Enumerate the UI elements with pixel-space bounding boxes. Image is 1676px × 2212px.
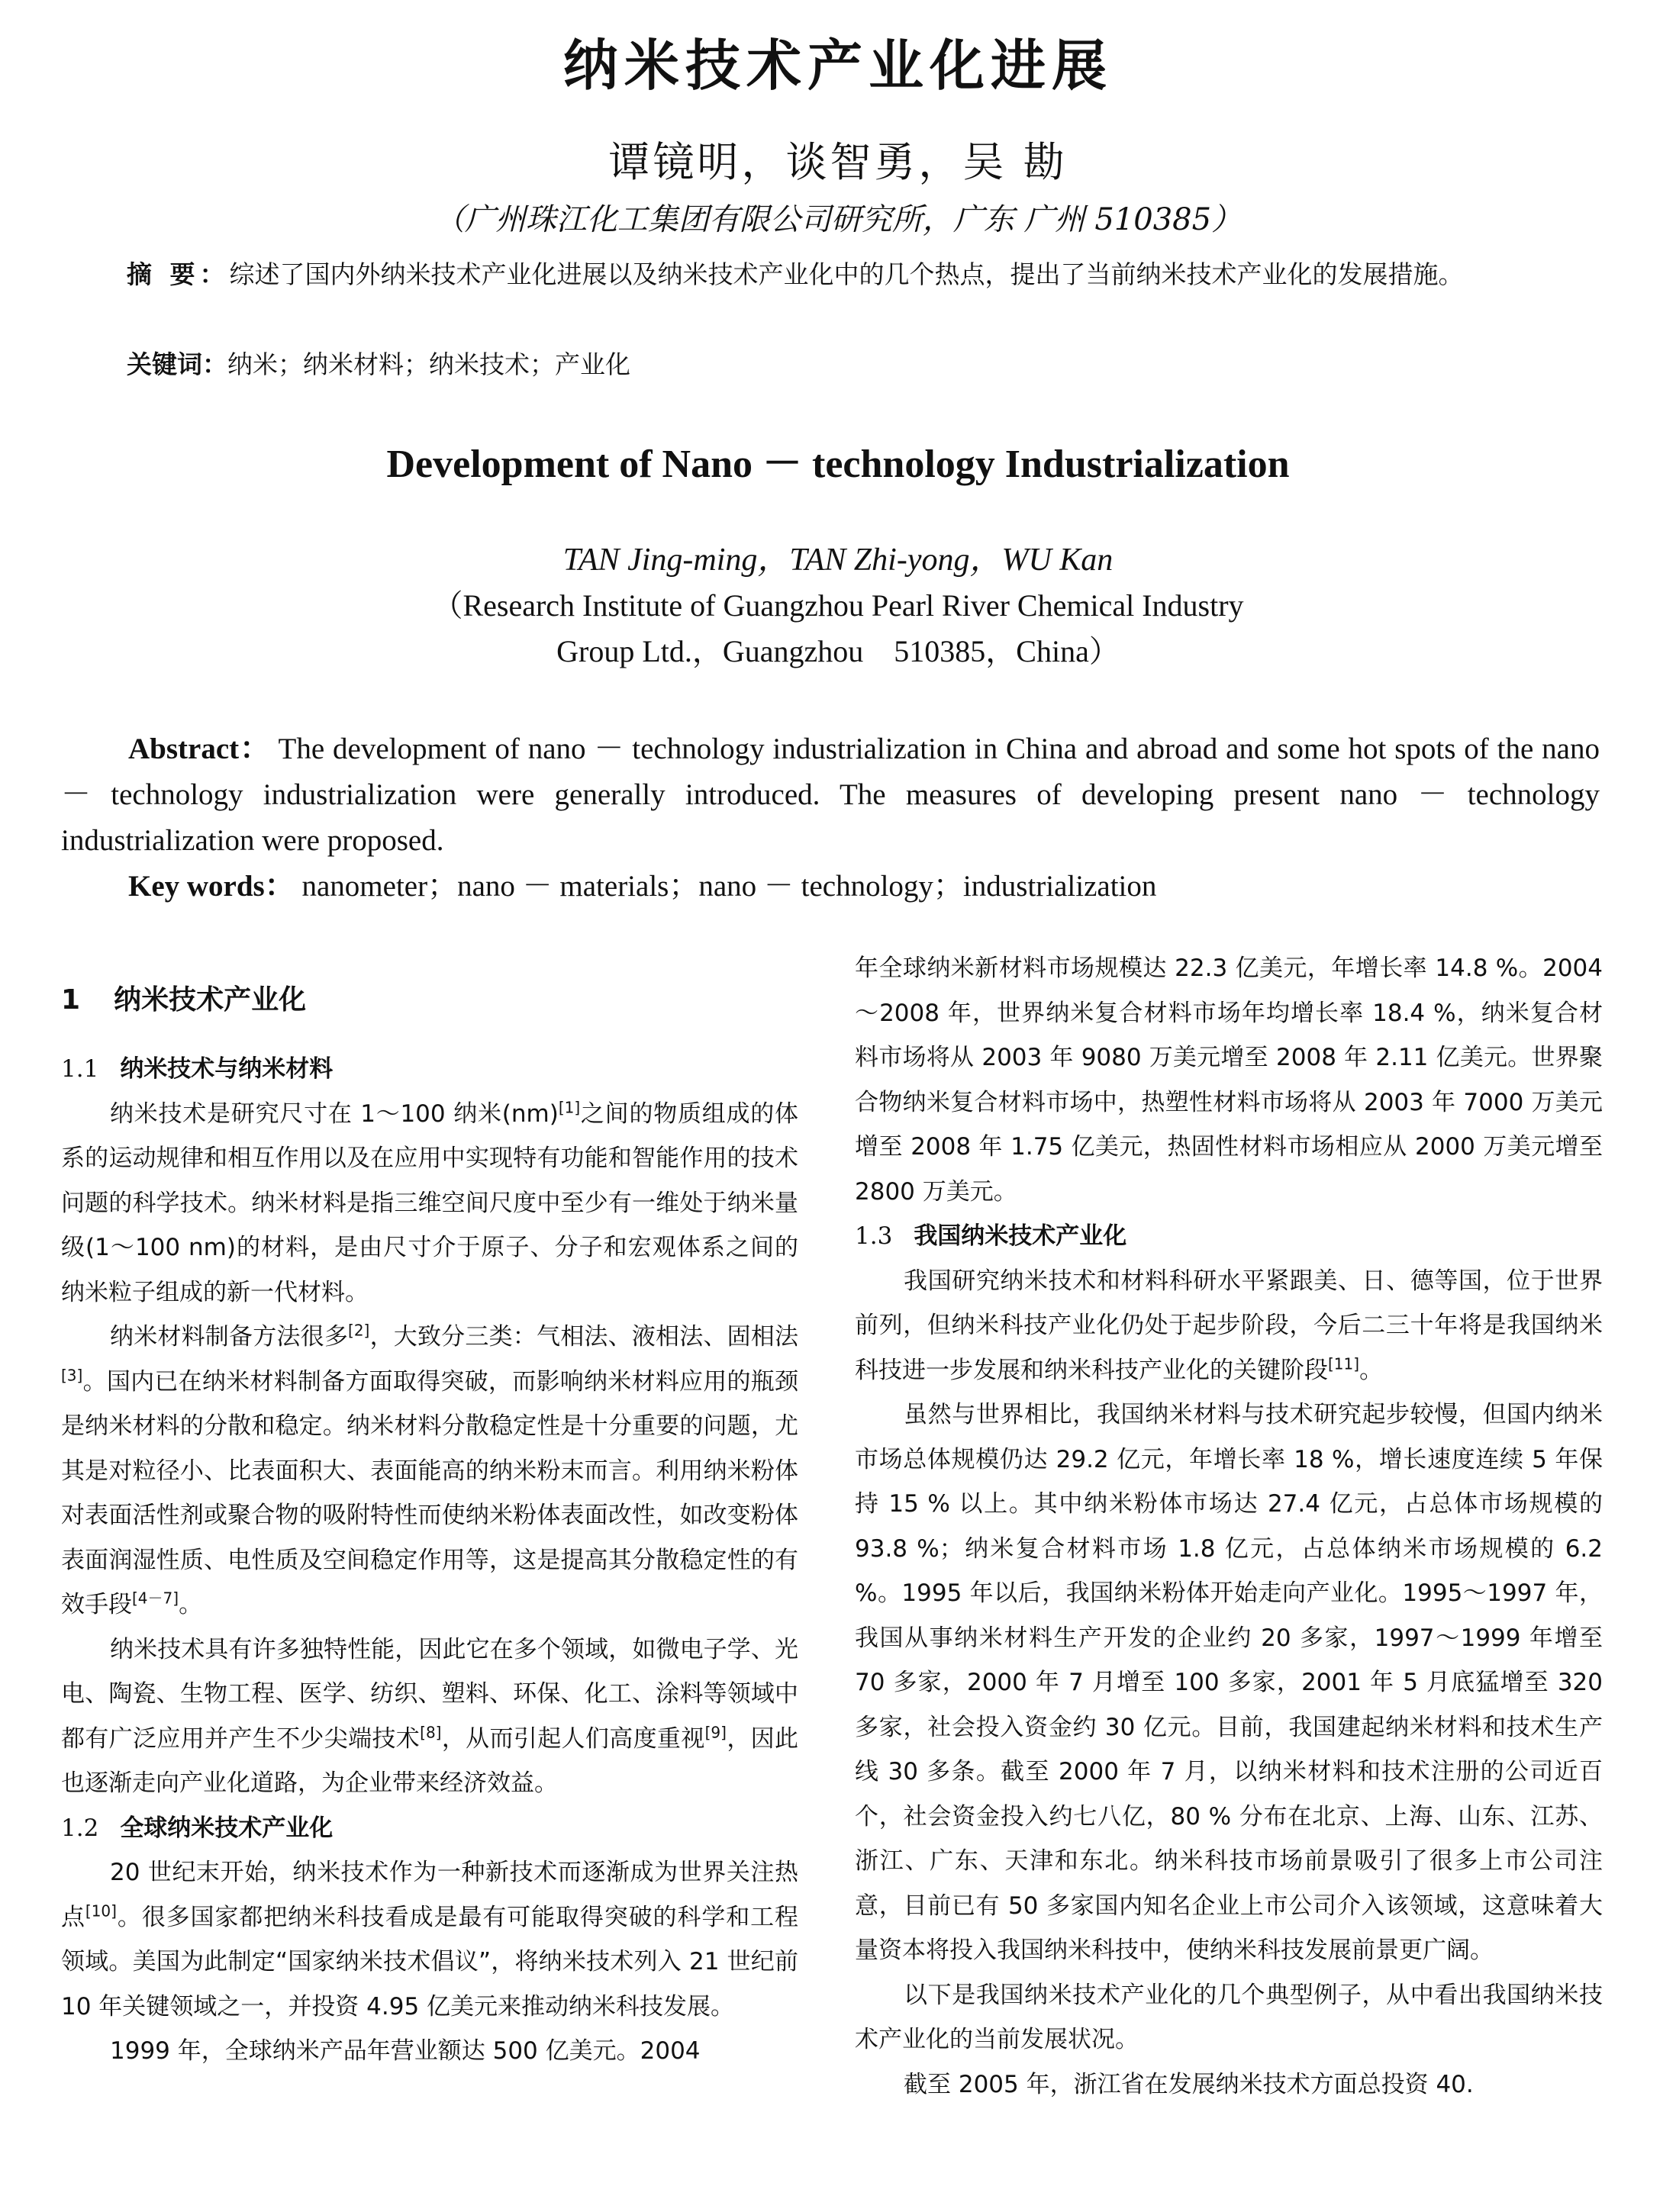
section-1-2-number: 1.2 (61, 1814, 99, 1842)
keywords-en-text: nanometer；nano － materials；nano － technology；industrialization (301, 870, 1157, 903)
paragraph: 我国研究纳米技术和材料科研水平紧跟美、日、德等国，位于世界前列，但纳米科技产业化仍处于起步阶段，今后二三十年将是我国纳米科技进一步发展和纳米科技产业化的关键阶段[11]。 (855, 1267, 1603, 1384)
keywords-cn (127, 342, 1600, 388)
paragraph: 截至 2005 年，浙江省在发展纳米技术方面总投资 40. (904, 2070, 1474, 2098)
paragraph: 纳米技术具有许多独特性能，因此它在多个领域，如微电子学、光电、陶瓷、生物工程、医学、纺织、塑料、环保、化工、涂料等领域中都有广泛应用并产生不少尖端技术[8]，从而引起人们高度重视[9]，因此也逐渐走向产业化道路，为企业带来经济效益。 (61, 1635, 798, 1797)
citation: [3] (61, 1366, 83, 1385)
section-1-1-heading (61, 1047, 798, 1092)
section-1-heading (61, 978, 798, 1022)
paragraph: 1999 年，全球纳米产品年营业额达 500 亿美元。2004 (110, 2037, 701, 2065)
authors: 谭镜明，谈智勇，吴 勘 (608, 138, 1068, 186)
section-1-2-title: 全球纳米技术产业化 (120, 1814, 334, 1842)
paragraph: 虽然与世界相比，我国纳米材料与技术研究起步较慢，但国内纳米市场总体规模仍达 29.2 亿元，年增长率 18 %，增长速度连续 5 年保持 15 % 以上。其中纳米粉体市场达 27.4 亿元，占总体市场规模的 93.8 %；纳米复合材料市场 1.8 亿元，占总体纳米市场规模的 6.2 %。1995 年以后，我国纳米粉体开始走向产业化。1995～1997 年，我国从事纳米材料生产开发的企业约 20 多家，1997～1999 年增至 70 多家，2000 年 7 月增至 100 多家，2001 年 5 月底猛增至 320 多家，社会投入资金约 30 亿元。目前，我国建起纳米材料和技术生产线 30 多条。截至 2000 年 7 月，以纳米材料和技术注册的公司近百个，社会资金投入约七八亿，80 % 分布在北京、上海、山东、江苏、浙江、广东、天津和东北。纳米科技市场前景吸引了很多上市公司注意，目前已有 50 多家国内知名企业上市公司介入该领域，这意味着大量资本将投入我国纳米科技中，使纳米科技发展前景更广阔。 (855, 1401, 1603, 1964)
keywords-cn-label: 关键词： (127, 349, 227, 379)
body-left-column (61, 946, 798, 2074)
english-title: Development of Nano － technology Industrialization (386, 443, 1290, 486)
section-1-3-heading (855, 1214, 1603, 1259)
citation: [10] (85, 1901, 117, 1921)
section-1-1-title: 纳米技术与纳米材料 (120, 1055, 334, 1083)
section-1-3-title: 我国纳米技术产业化 (914, 1222, 1127, 1250)
abstract-cn (66, 252, 1600, 298)
paper-title: 纳米技术产业化进展 (562, 34, 1113, 98)
section-1-number: 1 (61, 984, 81, 1016)
keywords-en-label: Key words： (128, 870, 295, 903)
citation: [1] (558, 1098, 581, 1117)
citation: [4－7] (132, 1589, 179, 1608)
abstract-en (61, 726, 1600, 864)
paragraph: 纳米技术是研究尺寸在 1～100 纳米(nm)[1]之间的物质组成的体系的运动规律和相互作用以及在应用中实现特有功能和智能作用的技术问题的科学技术。纳米材料是指三维空间尺度中至少有一维处于纳米量级(1～100 nm)的材料，是由尺寸介于原子、分子和宏观体系之间的纳米粒子组成的新一代材料。 (61, 1098, 799, 1306)
paragraph: 20 世纪末开始，纳米技术作为一种新技术而逐渐成为世界关注热点[10]。很多国家都把纳米科技看成是最有可能取得突破的科学和工程领域。美国为此制定“国家纳米技术倡议”，将纳米技术列入 21 世纪前 10 年关键领域之一，并投资 4.95 亿美元来推动纳米科技发展。 (61, 1859, 799, 2020)
english-affiliation-line2: Group Ltd.，Guangzhou 510385，China） (556, 634, 1120, 668)
abstract-en-label: Abstract： (128, 733, 271, 765)
abstract-en-text: The development of nano － technology industrialization in China and abroad and some hot spots of the nano － technology industrialization were generally introduced. The measures of developing present nano － technology industrialization were proposed. (61, 733, 1600, 857)
paragraph: 纳米材料制备方法很多[2]，大致分三类：气相法、液相法、固相法[3]。国内已在纳米材料制备方面取得突破，而影响纳米材料应用的瓶颈是纳米材料的分散和稳定。纳米材料分散稳定性是十分重要的问题，尤其是对粒径小、比表面积大、表面能高的纳米粉末而言。利用纳米粉体对表面活性剂或聚合物的吸附特性而使纳米粉体表面改性，如改变粉体表面润湿性质、电性质及空间稳定作用等，这是提高其分散稳定性的有效手段[4－7]。 (61, 1321, 799, 1618)
body-right-column (855, 946, 1603, 2107)
citation: [9] (704, 1723, 727, 1742)
keywords-cn-text: 纳米；纳米材料；纳米技术；产业化 (227, 349, 630, 379)
affiliation: （广州珠江化工集团有限公司研究所，广东 广州 510385） (434, 202, 1242, 237)
section-1-title: 纳米技术产业化 (114, 984, 307, 1016)
keywords-en (128, 864, 1601, 910)
citation: [8] (420, 1723, 442, 1742)
english-affiliation-line1: （Research Institute of Guangzhou Pearl River Chemical Industry (432, 588, 1244, 623)
paragraph: 以下是我国纳米技术产业化的几个典型例子，从中看出我国纳米技术产业化的当前发展状况。 (855, 1981, 1603, 2053)
section-1-3-number: 1.3 (855, 1222, 893, 1250)
section-1-1-number: 1.1 (61, 1055, 99, 1083)
section-1-2-heading (61, 1806, 798, 1851)
abstract-cn-label: 摘 要： (127, 259, 230, 289)
english-authors: TAN Jing-ming，TAN Zhi-yong，WU Kan (562, 543, 1114, 578)
abstract-cn-text: 综述了国内外纳米技术产业化进展以及纳米技术产业化中的几个热点，提出了当前纳米技术产业化的发展措施。 (229, 259, 1464, 289)
paragraph-continued: 年全球纳米新材料市场规模达 22.3 亿美元，年增长率 14.8 %。2004～2008 年，世界纳米复合材料市场年均增长率 18.4 %，纳米复合材料市场将从 2003 年 9080 万美元增至 2008 年 2.11 亿美元。世界聚合物纳米复合材料市场中，热塑性材料市场将从 2003 年 7000 万美元增至 2008 年 1.75 亿美元，热固性材料市场相应从 2000 万美元增至 2800 万美元。 (855, 955, 1603, 1206)
citation: [2] (348, 1321, 370, 1340)
citation: [11] (1328, 1354, 1360, 1373)
